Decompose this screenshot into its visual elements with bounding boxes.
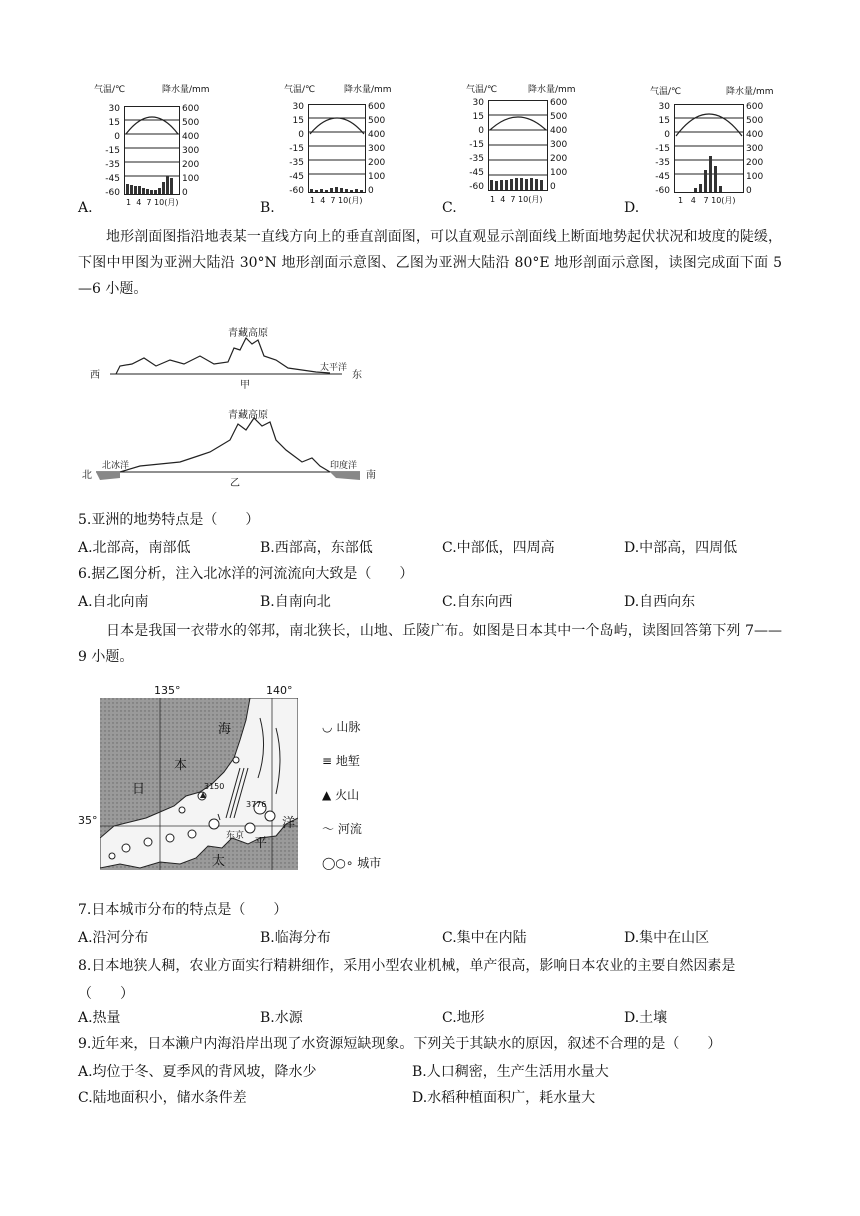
precip-axis-label: 降水量/mm: [344, 85, 392, 95]
option-a[interactable]: A.均位于冬、夏季风的背风坡，降水少: [78, 1064, 317, 1080]
x-tick: 1: [126, 198, 132, 207]
x-tick: 4: [500, 195, 506, 204]
option-d[interactable]: D.土壤: [624, 1010, 668, 1026]
temp-tick: -15: [469, 140, 484, 150]
precip-tick: 600: [368, 102, 386, 112]
legend-item: 〜 河流: [322, 822, 362, 836]
trench-icon: ≡: [322, 754, 333, 768]
profile-name: 甲: [240, 380, 250, 391]
climate-charts-row: [76, 80, 796, 220]
ocean-label: 太平洋: [320, 363, 348, 373]
precip-tick: 500: [746, 116, 764, 126]
sea-char: 本: [174, 758, 188, 773]
x-tick: 10(月): [711, 196, 736, 205]
east-label: 东: [352, 370, 362, 381]
climate-plot-area: [488, 100, 548, 192]
precip-tick: 600: [182, 104, 200, 114]
x-tick: 7: [703, 196, 709, 205]
temp-tick: 15: [108, 118, 120, 128]
option-c[interactable]: C.中部低，四周高: [442, 540, 555, 556]
south-label: 南: [366, 470, 376, 481]
temp-axis-label: 气温/℃: [284, 85, 316, 95]
precip-tick: 200: [368, 158, 386, 168]
temp-tick: -35: [289, 158, 304, 168]
temp-tick: 15: [658, 116, 670, 126]
legend-item: ≡ 地堑: [322, 754, 360, 768]
ocean-char: 太: [212, 854, 226, 869]
climate-chart-b: [258, 80, 408, 220]
map-frame: [100, 698, 298, 870]
west-label: 西: [90, 370, 100, 381]
temp-tick: -45: [655, 172, 670, 182]
legend-item: ▲ 火山: [322, 788, 360, 802]
option-letter: B.: [260, 200, 275, 216]
x-tick: 10(月): [518, 195, 543, 204]
option-d[interactable]: D.中部高，四周低: [624, 540, 738, 556]
temp-tick: 0: [298, 130, 304, 140]
temp-tick: 0: [664, 130, 670, 140]
precip-tick: 100: [550, 168, 568, 178]
x-tick: 7: [510, 195, 516, 204]
temp-axis-label: 气温/℃: [94, 85, 126, 95]
option-c[interactable]: C.自东向西: [442, 594, 513, 610]
temp-tick: 0: [114, 132, 120, 142]
option-d[interactable]: D.水稻种植面积广，耗水量大: [412, 1090, 596, 1106]
temp-tick: 30: [108, 104, 120, 114]
option-c[interactable]: C.集中在内陆: [442, 930, 527, 946]
precip-tick: 400: [182, 132, 200, 142]
x-tick: 7: [146, 198, 152, 207]
latitude-35-label: 35°: [78, 814, 98, 827]
legend-item: ◯○∘ 城市: [322, 856, 382, 870]
peak-label: 青藏高原: [228, 328, 268, 339]
x-tick: 4: [320, 196, 326, 205]
precip-tick: 500: [182, 118, 200, 128]
precip-tick: 200: [746, 158, 764, 168]
height-label: 3776: [246, 800, 267, 809]
profile-figure-jia: [80, 320, 380, 390]
city-icon: ◯○∘: [322, 856, 354, 870]
temp-tick: 0: [478, 126, 484, 136]
x-tick: 4: [136, 198, 142, 207]
question-6-stem: 6.据乙图分析，注入北冰洋的河流流向大致是（ ）: [78, 566, 414, 582]
x-tick: 7: [330, 196, 336, 205]
question-8-options: [78, 1006, 782, 1030]
intro-paragraph-7-9: 日本是我国一衣带水的邻邦，南北狭长，山地、丘陵广布。如图是日本其中一个岛屿，读图回答第下列 7——9 小题。: [78, 623, 782, 665]
precip-tick: 0: [368, 186, 374, 196]
temp-tick: -15: [289, 144, 304, 154]
precip-tick: 300: [182, 146, 200, 156]
city-label: 东京: [226, 831, 245, 841]
climate-plot-area: [674, 104, 744, 194]
question-9-stem: 9.近年来，日本濑户内海沿岸出现了水资源短缺现象。下列关于其缺水的原因，叙述不合理的是（ ）: [78, 1036, 722, 1052]
question-7-stem: 7.日本城市分布的特点是（ ）: [78, 902, 288, 918]
temp-axis-label: 气温/℃: [466, 85, 498, 95]
option-letter: A.: [78, 200, 93, 216]
peak-label: 青藏高原: [228, 410, 268, 421]
precip-tick: 500: [368, 116, 386, 126]
precip-axis-label: 降水量/mm: [528, 85, 576, 95]
precip-tick: 400: [368, 130, 386, 140]
temp-tick: -35: [469, 154, 484, 164]
profile-figure-yi: [80, 400, 380, 490]
temp-axis-label: 气温/℃: [650, 87, 682, 97]
ocean-char: 洋: [282, 816, 296, 831]
option-a[interactable]: A.自北向南: [78, 594, 149, 610]
option-a[interactable]: A.热量: [78, 1010, 121, 1026]
temp-tick: -35: [105, 160, 120, 170]
precip-tick: 300: [368, 144, 386, 154]
japan-map: [78, 682, 398, 882]
temp-tick: -35: [655, 158, 670, 168]
precip-tick: 600: [550, 98, 568, 108]
question-7-options: [78, 926, 782, 950]
profile-name: 乙: [230, 478, 240, 489]
option-letter: D.: [624, 200, 640, 216]
x-tick: 10(月): [154, 198, 179, 207]
x-tick: 1: [678, 196, 684, 205]
precip-tick: 100: [746, 172, 764, 182]
precip-tick: 300: [746, 144, 764, 154]
temp-tick: 30: [472, 98, 484, 108]
option-c[interactable]: C.陆地面积小，储水条件差: [78, 1090, 247, 1106]
precip-tick: 600: [746, 102, 764, 112]
climate-chart-c: [440, 80, 590, 220]
temp-tick: -60: [289, 186, 304, 196]
x-tick: 4: [690, 196, 696, 205]
question-5-options: [78, 536, 782, 560]
intro-paragraph-5-6: 地形剖面图指沿地表某一直线方向上的垂直剖面图，可以直观显示剖面线上断面地势起伏状况和坡度的陡缓，下图中甲图为亚洲大陆沿 30°N 地形剖面示意图、乙图为亚洲大陆沿 80°E 地形剖面示意图，读图完成面下面 5—6 小题。: [78, 229, 782, 297]
climate-chart-d: [622, 80, 792, 220]
temp-tick: -45: [289, 172, 304, 182]
longitude-140-label: 140°: [266, 684, 293, 697]
precip-axis-label: 降水量/mm: [162, 85, 210, 95]
ocean-label-south: 印度洋: [330, 461, 358, 471]
sea-char: 日: [132, 782, 146, 797]
question-9-options-row2: [78, 1086, 782, 1110]
climate-chart-a: [76, 80, 226, 220]
temp-tick: -60: [105, 188, 120, 198]
map-legend: [322, 710, 398, 880]
temp-tick: 15: [292, 116, 304, 126]
precip-tick: 100: [182, 174, 200, 184]
temp-tick: -15: [655, 144, 670, 154]
mountain-range-icon: ◡: [322, 720, 333, 734]
precip-tick: 0: [746, 186, 752, 196]
longitude-135-label: 135°: [154, 684, 181, 697]
option-b[interactable]: B.水源: [260, 1010, 303, 1026]
option-b[interactable]: B.临海分布: [260, 930, 331, 946]
question-5-stem: 5.亚洲的地势特点是（ ）: [78, 512, 260, 528]
option-letter: C.: [442, 200, 457, 216]
x-tick: 1: [490, 195, 496, 204]
temp-tick: 30: [658, 102, 670, 112]
option-d[interactable]: D.集中在山区: [624, 930, 710, 946]
volcano-icon: ▲: [322, 788, 332, 802]
question-9-options-row1: [78, 1060, 782, 1084]
precip-tick: 0: [550, 182, 556, 192]
climate-plot-area: [308, 104, 366, 194]
precip-tick: 300: [550, 140, 568, 150]
ocean-char: 平: [254, 836, 268, 851]
option-b[interactable]: B.西部高，东部低: [260, 540, 373, 556]
precip-tick: 400: [746, 130, 764, 140]
option-d[interactable]: D.自西向东: [624, 594, 696, 610]
temp-tick: 15: [472, 112, 484, 122]
sea-char: 海: [218, 722, 232, 737]
option-a[interactable]: A.北部高，南部低: [78, 540, 191, 556]
precip-tick: 200: [550, 154, 568, 164]
precip-tick: 500: [550, 112, 568, 122]
temp-tick: -45: [469, 168, 484, 178]
option-b[interactable]: B.人口稠密，生产生活用水量大: [412, 1064, 609, 1080]
precip-axis-label: 降水量/mm: [726, 87, 774, 97]
question-8-stem: 8.日本地狭人稠，农业方面实行精耕细作，采用小型农业机械，单产很高，影响日本农业的主要自然因素是（ ）: [78, 958, 736, 1002]
precip-tick: 100: [368, 172, 386, 182]
temp-tick: -60: [469, 182, 484, 192]
x-tick: 10(月): [338, 196, 363, 205]
north-label: 北: [82, 470, 92, 481]
question-6-options: [78, 590, 782, 614]
precip-tick: 400: [550, 126, 568, 136]
temp-tick: 30: [292, 102, 304, 112]
precip-tick: 0: [182, 188, 188, 198]
option-b[interactable]: B.自南向北: [260, 594, 331, 610]
climate-plot-area: [124, 106, 180, 196]
option-a[interactable]: A.沿河分布: [78, 930, 149, 946]
legend-item: ◡ 山脉: [322, 720, 361, 734]
temp-tick: -15: [105, 146, 120, 156]
x-tick: 1: [310, 196, 316, 205]
temp-tick: -60: [655, 186, 670, 196]
ocean-label-north: 北冰洋: [102, 461, 130, 471]
temp-tick: -45: [105, 174, 120, 184]
option-c[interactable]: C.地形: [442, 1010, 485, 1026]
height-label: 3150: [204, 782, 225, 791]
precip-tick: 200: [182, 160, 200, 170]
river-icon: 〜: [322, 822, 335, 836]
